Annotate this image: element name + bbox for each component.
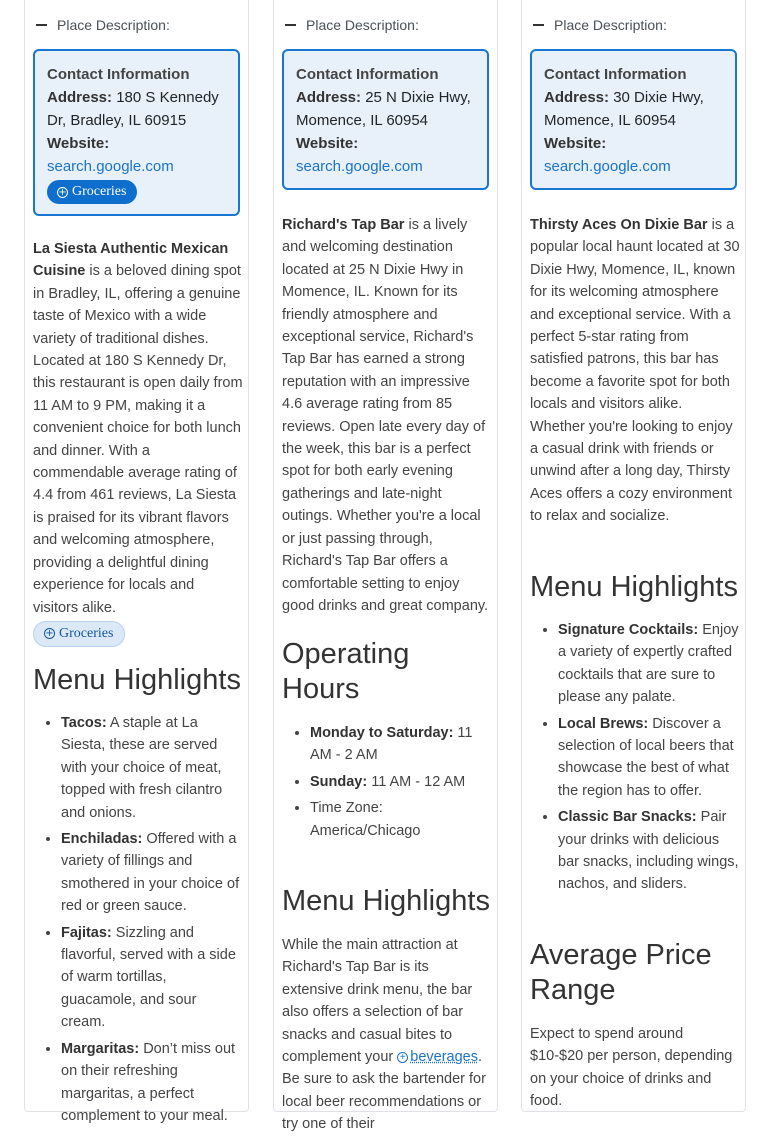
address-value: 180 S Kennedy Dr, Bradley, IL 60915 [47,89,219,129]
place-description [33,238,243,647]
toggle-label: Place Description: [306,17,419,33]
groceries-chip[interactable] [33,621,125,647]
list-item: • Signature Cocktails: Enjoy a variety of expertly crafted cocktails that are sure to please any palate. [558,619,740,709]
plus-circle-icon: + [397,1052,408,1063]
address-line [544,86,723,132]
hours-list [282,722,492,846]
contact-heading: Contact Information [47,66,190,83]
list-item: • Margaritas: Don’t miss out on their refreshing margaritas, a perfect complement to your meal. [61,1038,243,1128]
minus-icon [533,24,544,26]
list-item: • Tacos: A staple at La Siesta, these are served with your choice of meat, topped with fresh cilantro and onions. [61,712,243,824]
chip-label: Groceries [59,625,114,641]
website-link[interactable]: search.google.com [47,158,174,175]
place-card-la-siesta [24,0,249,1124]
menu-highlights-heading: Menu Highlights [282,885,490,917]
address-line [47,86,226,132]
description-text: is a lively and welcoming destination located at 25 N Dixie Hwy in Momence, IL. Known for its friendly atmosphere and exceptional service, Richard's Tap Bar has earned a strong reputation with an impressive 4.6 average rating from 85 reviews. Open late every day of the week, this bar is a perfect spot for both early evening gatherings and late-night outings. Whether you're a local or just passing through, Richard's Tap Bar offers a comfortable setting to enjoy good drinks and great company. [282,217,489,614]
place-description [530,214,740,528]
address-value: 25 N Dixie Hwy, Momence, IL 60954 [296,89,471,129]
menu-highlights-heading: Menu Highlights [530,571,738,603]
groceries-chip[interactable] [47,180,137,204]
chip-label: Groceries [72,184,127,199]
average-price-heading: Average Price Range [530,939,712,1006]
website-label: Website: [296,135,359,152]
plus-circle-icon: + [45,628,54,640]
menu-highlights-list [530,619,740,900]
contact-info-box [282,49,489,190]
toggle-label: Place Description: [57,17,170,33]
contact-heading: Contact Information [296,66,439,83]
place-description-toggle[interactable] [533,17,667,33]
website-link[interactable]: search.google.com [296,158,423,175]
contact-heading: Contact Information [544,66,687,83]
menu-highlights-heading: Menu Highlights [33,664,241,696]
place-card-thirsty-aces [521,0,746,1112]
list-item: • Monday to Saturday: 11 AM - 2 AM [310,722,492,767]
description-text: is a popular local haunt located at 30 Dixie Hwy, Momence, IL, known for its welcoming atmosphere and exceptional service. With a perfect 5-star rating from satisfied patrons, this bar has become a favorite spot for both locals and visitors alike. Whether you're looking to enjoy a casual drink with friends or unwind after a long day, Thirsty Aces offers a cozy environment to relax and socialize. [530,217,740,525]
website-link[interactable]: search.google.com [544,158,671,175]
place-name: La Siesta Authentic Mexican Cuisine [33,241,229,280]
place-description-toggle[interactable] [36,17,170,33]
address-value: 30 Dixie Hwy, Momence, IL 60954 [544,89,704,129]
description-text: is a beloved dining spot in Bradley, IL, offering a genuine taste of Mexico with a wide variety of traditional dishes. Located at 180 S Kennedy Dr, this restaurant is open daily from 11 AM to 9 PM, making it a convenient choice for both lunch and dinner. With a commendable average rating of 4.4 from 461 reviews, La Siesta is praised for its vibrant flavors and welcoming atmosphere, providing a delightful dining experience for locals and visitors alike. [33,263,243,616]
list-item: • Enchiladas: Offered with a variety of fillings and smothered in your choice of red or green sauce. [61,828,243,918]
place-name: Richard's Tap Bar [282,217,405,233]
place-description-toggle[interactable] [285,17,419,33]
place-description [282,214,492,617]
contact-info-box [33,49,240,216]
operating-hours-heading: Operating Hours [282,638,410,705]
list-item: • Time Zone: America/Chicago [310,797,492,842]
place-name: Thirsty Aces On Dixie Bar [530,217,708,233]
beverages-link[interactable]: + beverages [397,1049,478,1065]
address-label: Address: [47,89,113,106]
list-item: • Fajitas: Sizzling and flavorful, served with a side of warm tortillas, guacamole, and sour cream. [61,922,243,1034]
address-label: Address: [296,89,362,106]
contact-info-box [530,49,737,190]
price-text: Expect to spend around $10-$20 per person, depending on your choice of drinks and food. [530,1026,733,1110]
minus-icon [36,24,47,26]
address-line [296,86,475,132]
minus-icon [285,24,296,26]
toggle-label: Place Description: [554,17,667,33]
address-label: Address: [544,89,610,106]
list-item: • Sunday: 11 AM - 12 AM [310,771,492,793]
list-item: • Local Brews: Discover a selection of local beers that showcase the best of what the region has to offer. [558,713,740,803]
place-card-richards-tap-bar [273,0,498,1133]
menu-intro: While the main attraction at Richard's Tap Bar is its extensive drink menu, the bar also offers a selection of bar snacks and casual bites to complement your + beverages. Be sure to ask the bartender for local beer recommendations or try one of their [282,937,486,1133]
list-item: • Classic Bar Snacks: Pair your drinks with delicious bar snacks, including wings, nachos, and sliders. [558,806,740,896]
website-label: Website: [47,135,110,152]
plus-circle-icon: + [58,186,67,198]
menu-highlights-list [33,712,243,1131]
website-label: Website: [544,135,607,152]
